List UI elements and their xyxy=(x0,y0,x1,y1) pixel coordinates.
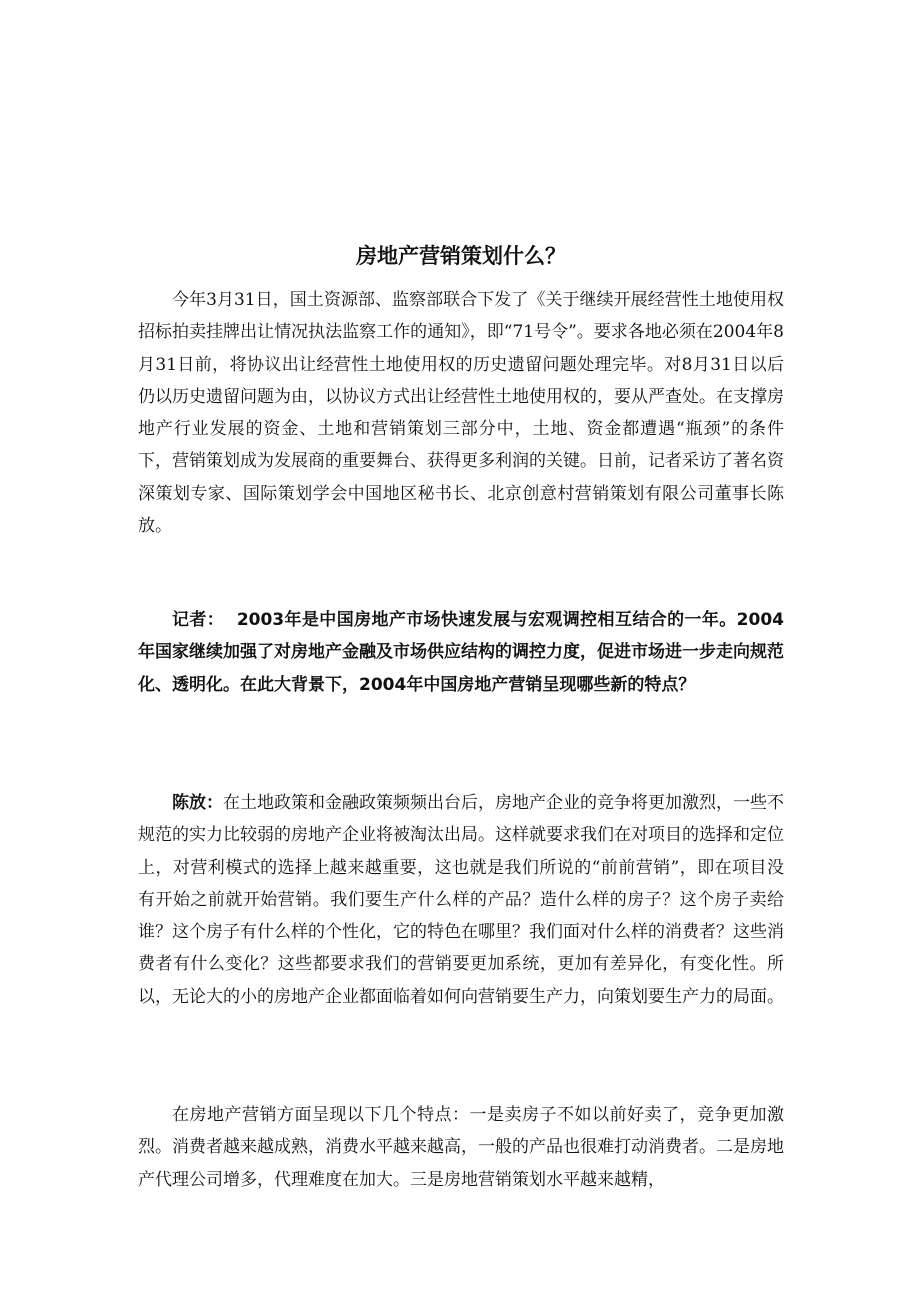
question-speaker: 记者： xyxy=(172,610,225,630)
intro-paragraph: 今年3月31日，国土资源部、监察部联合下发了《关于继续开展经营性土地使用权招标拍卖挂牌出让情况执法监察工作的通知》，即“71号令”。要求各地必须在2004年8月31日前，将协议出让经营性土地使用权的历史遗留问题处理完毕。对8月31日以后仍以历史遗留问题为由，以协议方式出让经营性土地使用权的，要从严查处。在支撑房地产行业发展的资金、土地和营销策划三部分中，土地、资金都遭遇“瓶颈”的条件下，营销策划成为发展商的重要舞台、获得更多利润的关键。日前，记者采访了著名资深策划专家、国际策划学会中国地区秘书长、北京创意村营销策划有限公司董事长陈放。 xyxy=(138,290,784,537)
article-title: 房地产营销策划什么？ xyxy=(356,244,566,268)
answer-speaker: 陈放： xyxy=(172,793,223,813)
question-text: 2003年是中国房地产市场快速发展与宏观调控相互结合的一年。2004年国家继续加强了对房地产金融及市场供应结构的调控力度，促进市场进一步走向规范化、透明化。在此大背景下，2004年中国房地产营销呈现哪些新的特点？ xyxy=(138,610,785,695)
answer-text: 在土地政策和金融政策频频出台后，房地产企业的竞争将更加激烈，一些不规范的实力比较弱的房地产企业将被淘汰出局。这样就要求我们在对项目的选择和定位上，对营利模式的选择上越来越重要，这也就是我们所说的“前前营销”，即在项目没有开始之前就开始营销。我们要生产什么样的产品？造什么样的房子？这个房子卖给谁？这个房子有什么样的个性化，它的特色在哪里？我们面对什么样的消费者？这些消费者有什么变化？这些都要求我们的营销要更加系统，更加有差异化，有变化性。所以，无论大的小的房地产企业都面临着如何向营销要生产力，向策划要生产力的局面。 xyxy=(138,793,784,1007)
answer-paragraph xyxy=(138,787,784,1013)
question-paragraph xyxy=(138,604,784,701)
continuation-paragraph: 在房地产营销方面呈现以下几个特点：一是卖房子不如以前好卖了，竞争更加激烈。消费者越来越成熟，消费水平越来越高，一般的产品也很难打动消费者。二是房地产代理公司增多，代理难度在加大。三是房地营销策划水平越来越精， xyxy=(138,1105,784,1190)
